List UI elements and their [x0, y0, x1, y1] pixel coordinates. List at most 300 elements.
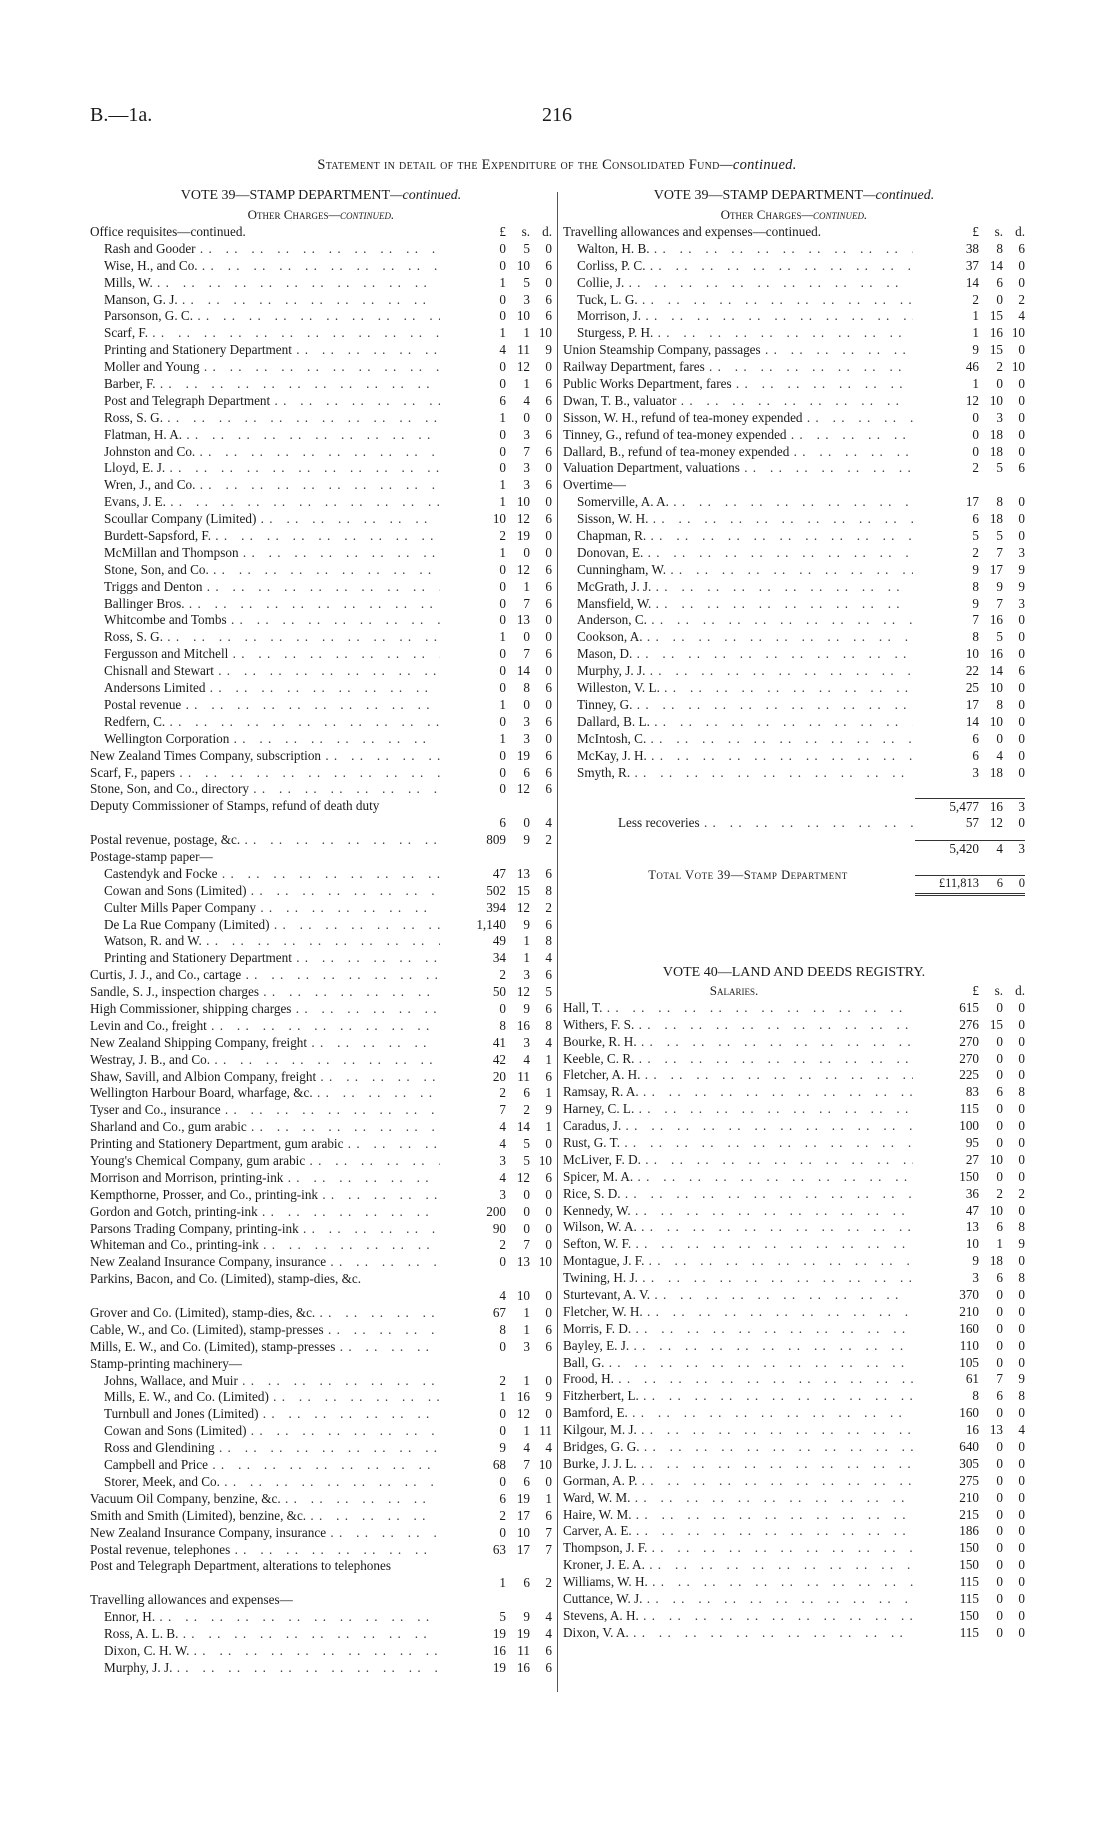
- row-label: McKay, J. H. . .: [577, 748, 913, 765]
- row-label: Cunningham, W. . .: [577, 562, 913, 579]
- row-label: Johnston and Co. . .: [104, 444, 440, 461]
- row-amount: [915, 1287, 1025, 1304]
- table-row: [90, 866, 552, 883]
- row-amount: [442, 697, 552, 714]
- row-label: Twining, H. J. . .: [563, 1270, 913, 1287]
- pence: 6: [545, 713, 552, 729]
- pence: 8: [1018, 1388, 1025, 1404]
- table-row: [563, 1540, 1025, 1557]
- pounds: 68: [492, 1457, 506, 1473]
- pence: 0: [1018, 1624, 1025, 1640]
- shillings: 0: [996, 1405, 1003, 1421]
- row-label: Fletcher, A. H. . .: [563, 1067, 913, 1084]
- row-label: Chisnall and Stewart . .: [104, 663, 440, 680]
- table-row: [563, 342, 1025, 359]
- pence: 8: [1018, 1270, 1025, 1286]
- table-row: [563, 444, 1025, 461]
- pounds: 4: [499, 342, 506, 358]
- table-row: [563, 1236, 1025, 1253]
- pounds: 160: [959, 1320, 979, 1336]
- shillings: 0: [996, 1320, 1003, 1336]
- pence: 6: [545, 680, 552, 696]
- shillings: 0: [996, 1050, 1003, 1066]
- table-row: [90, 1508, 552, 1525]
- pence: 0: [1018, 1354, 1025, 1370]
- row-label: Westray, J. B., and Co. . .: [90, 1052, 440, 1069]
- pence: 10: [538, 325, 552, 341]
- row-amount: [915, 663, 1025, 680]
- table-row: [563, 748, 1025, 765]
- shillings: 0: [523, 409, 530, 425]
- vote-title-text: VOTE 39—STAMP DEPARTMENT: [180, 188, 391, 203]
- row-label: Bamford, E. . .: [563, 1405, 913, 1422]
- pence: 9: [1018, 1236, 1025, 1252]
- row-label: Bourke, R. H. . .: [563, 1034, 913, 1051]
- row-label: Andersons Limited . .: [104, 680, 440, 697]
- row-label: Fletcher, W. H. . .: [563, 1304, 913, 1321]
- row-label: Barber, F. . .: [104, 376, 440, 393]
- row-label: Wise, H., and Co. . .: [104, 258, 440, 275]
- pence: 1: [545, 1051, 552, 1067]
- row-amount: [442, 376, 552, 393]
- row-amount: [442, 781, 552, 798]
- table-row: [563, 1625, 1025, 1642]
- table-row: [563, 697, 1025, 714]
- row-amount: [915, 1321, 1025, 1338]
- pence: 0: [1018, 1134, 1025, 1150]
- row-label: Travelling allowances and expenses—: [90, 1592, 293, 1608]
- row-amount: [442, 1018, 552, 1035]
- pounds: 6: [499, 1490, 506, 1506]
- shillings: 10: [989, 1151, 1003, 1167]
- pence: 0: [545, 494, 552, 510]
- pounds: 0: [499, 376, 506, 392]
- shillings: 16: [516, 1659, 530, 1675]
- table-row: [90, 1474, 552, 1491]
- table-row: [90, 1085, 552, 1102]
- pounds: 0: [972, 426, 979, 442]
- pounds: 270: [959, 1050, 979, 1066]
- row-amount: [442, 646, 552, 663]
- row-label: Union Steamship Company, passages . .: [563, 342, 913, 359]
- row-amount: [915, 410, 1025, 427]
- shillings: 1: [523, 1372, 530, 1388]
- pounds: 8: [972, 578, 979, 594]
- pounds: 4: [499, 1169, 506, 1185]
- pence-head: d.: [1015, 982, 1025, 998]
- pounds: 47: [492, 865, 506, 881]
- row-amount: [915, 697, 1025, 714]
- row-amount: [915, 1186, 1025, 1203]
- row-label: Smith and Smith (Limited), benzine, &c. . .: [90, 1508, 440, 1525]
- table-row: [563, 258, 1025, 275]
- pence: 0: [545, 240, 552, 256]
- row-amount: [442, 460, 552, 477]
- table-row: [90, 1102, 552, 1119]
- pounds: 9: [972, 561, 979, 577]
- table-row: [563, 1084, 1025, 1101]
- table-row: [90, 798, 552, 832]
- pounds: 1: [499, 544, 506, 560]
- shillings: 12: [516, 359, 530, 375]
- row-amount: [442, 562, 552, 579]
- row-label: Printing and Stationery Department . .: [104, 342, 440, 359]
- pounds: 9: [972, 342, 979, 358]
- row-label: New Zealand Insurance Company, insurance . .: [90, 1525, 440, 1542]
- row-label: McLiver, F. D. . .: [563, 1152, 913, 1169]
- pence: 0: [1018, 1405, 1025, 1421]
- table-row: [563, 731, 1025, 748]
- shillings: 18: [989, 511, 1003, 527]
- row-amount: [915, 579, 1025, 596]
- pounds-head: £: [972, 224, 979, 239]
- row-label: New Zealand Shipping Company, freight . .: [90, 1035, 440, 1052]
- pounds: 0: [499, 1338, 506, 1354]
- pence: 0: [1018, 713, 1025, 729]
- row-amount: [915, 612, 1025, 629]
- row-label: Williams, W. H. . .: [563, 1574, 913, 1591]
- pounds: 1: [499, 325, 506, 341]
- row-amount: [442, 1204, 552, 1221]
- shillings: 13: [989, 1422, 1003, 1438]
- pence: 0: [1018, 528, 1025, 544]
- shillings: 16: [989, 646, 1003, 662]
- table-row: [90, 511, 552, 528]
- row-amount: [442, 1660, 552, 1677]
- row-label: De La Rue Company (Limited) . .: [104, 917, 440, 934]
- row-label: Manson, G. J. . .: [104, 292, 440, 309]
- pounds: 14: [965, 713, 979, 729]
- row-amount: [442, 917, 552, 934]
- table-row: [90, 308, 552, 325]
- row-amount: [442, 612, 552, 629]
- pence: 0: [545, 1473, 552, 1489]
- row-amount: [442, 967, 552, 984]
- right-rows: [563, 224, 1025, 781]
- pounds: 210: [959, 1303, 979, 1319]
- shillings: 15: [989, 342, 1003, 358]
- shillings: 3: [523, 967, 530, 983]
- row-amount: [915, 1490, 1025, 1507]
- shillings: 19: [516, 747, 530, 763]
- shillings: 11: [517, 1068, 530, 1084]
- shillings: 1: [523, 933, 530, 949]
- shillings: 1: [523, 1321, 530, 1337]
- table-row: [563, 1304, 1025, 1321]
- row-amount: [442, 1153, 552, 1170]
- pounds: 105: [959, 1354, 979, 1370]
- shillings: 0: [523, 544, 530, 560]
- table-row: [563, 292, 1025, 309]
- table-row: [90, 883, 552, 900]
- table-row: [90, 241, 552, 258]
- row-amount: [442, 1491, 552, 1508]
- pounds: 25: [965, 680, 979, 696]
- table-row: [90, 781, 552, 798]
- salaries-header-row: [563, 983, 1025, 1000]
- row-amount: [442, 748, 552, 765]
- row-label: Ward, W. M. . .: [563, 1490, 913, 1507]
- row-label: Fergusson and Mitchell . .: [104, 646, 440, 663]
- pounds: 10: [965, 1236, 979, 1252]
- pence: 1: [545, 1119, 552, 1135]
- table-row: [563, 494, 1025, 511]
- row-amount: [442, 1085, 552, 1102]
- table-row: [90, 562, 552, 579]
- pounds: 110: [959, 1337, 979, 1353]
- shillings: 0: [996, 1067, 1003, 1083]
- pence: 0: [1018, 1523, 1025, 1539]
- pounds-head: £: [499, 224, 506, 239]
- table-row: [90, 950, 552, 967]
- row-label: Travelling allowances and expenses—continued.: [563, 224, 822, 239]
- shillings: 12: [516, 511, 530, 527]
- shillings: 0: [996, 730, 1003, 746]
- table-row: [90, 1153, 552, 1170]
- row-amount: [915, 494, 1025, 511]
- shillings: 3: [523, 1338, 530, 1354]
- row-amount: [915, 1405, 1025, 1422]
- table-row: [563, 1507, 1025, 1524]
- less-recoveries-amount: [915, 815, 1025, 832]
- row-label: Office requisites—continued.: [90, 224, 246, 239]
- row-label: Turnbull and Jones (Limited) . .: [104, 1406, 440, 1423]
- shillings: 17: [516, 1541, 530, 1557]
- pounds: 1: [972, 325, 979, 341]
- pounds: 150: [959, 1540, 979, 1556]
- pence: 6: [545, 865, 552, 881]
- row-label: Cowan and Sons (Limited) . .: [104, 883, 440, 900]
- shillings: 4: [523, 1440, 530, 1456]
- pence: 0: [545, 1372, 552, 1388]
- pounds: 16: [965, 1422, 979, 1438]
- table-row: [90, 342, 552, 359]
- pounds: 49: [492, 933, 506, 949]
- row-amount: [915, 680, 1025, 697]
- row-label: Somerville, A. A. . .: [577, 494, 913, 511]
- shillings: 15: [516, 882, 530, 898]
- table-row: [563, 410, 1025, 427]
- table-row: [90, 1254, 552, 1271]
- row-label: Stamp-printing machinery—: [90, 1355, 242, 1371]
- pounds: 46: [965, 359, 979, 375]
- shillings: 14: [989, 663, 1003, 679]
- shillings-head: s.: [994, 982, 1003, 998]
- table-row: [90, 410, 552, 427]
- pence: 6: [545, 747, 552, 763]
- shillings: 10: [516, 257, 530, 273]
- row-label: Mason, D. . .: [577, 646, 913, 663]
- pounds: 100: [959, 1118, 979, 1134]
- shillings-head: s.: [994, 224, 1003, 239]
- row-amount: [442, 224, 552, 241]
- pence-head: d.: [542, 224, 552, 239]
- pence: 6: [545, 561, 552, 577]
- row-amount: [442, 410, 552, 427]
- shillings: 5: [523, 274, 530, 290]
- table-row: [563, 1405, 1025, 1422]
- shillings: 6: [523, 764, 530, 780]
- row-label: Valuation Department, valuations . .: [563, 460, 913, 477]
- table-row: [563, 1034, 1025, 1051]
- table-row: [90, 1339, 552, 1356]
- row-amount: [915, 528, 1025, 545]
- table-row: [563, 1017, 1025, 1034]
- row-label: Whitcombe and Tombs . .: [104, 612, 440, 629]
- row-label: Young's Chemical Company, gum arabic . .: [90, 1153, 440, 1170]
- row-amount: [915, 477, 1025, 494]
- row-amount: [442, 1237, 552, 1254]
- table-row: [90, 579, 552, 596]
- pence: 6: [545, 443, 552, 459]
- net-row: [563, 840, 1025, 857]
- row-amount: [442, 1525, 552, 1542]
- row-label: Railway Department, fares . .: [563, 359, 913, 376]
- pounds: 215: [959, 1506, 979, 1522]
- shillings: 10: [516, 308, 530, 324]
- row-amount: [442, 1288, 552, 1305]
- table-row: [90, 1373, 552, 1390]
- row-label: Ross, S. G. . .: [104, 629, 440, 646]
- row-label: Watson, R. and W. . .: [104, 933, 440, 950]
- pence: 0: [1018, 443, 1025, 459]
- pence: 6: [545, 646, 552, 662]
- row-label: Moller and Young . .: [104, 359, 440, 376]
- pounds: 0: [499, 257, 506, 273]
- row-label: Sturtevant, A. V. . .: [563, 1287, 913, 1304]
- row-label: Sisson, W. H. . .: [577, 511, 913, 528]
- row-label: Rust, G. T. . .: [563, 1135, 913, 1152]
- shillings: 16: [989, 325, 1003, 341]
- pounds: 2: [499, 1372, 506, 1388]
- pence: 3: [1018, 841, 1025, 857]
- table-row: [90, 1187, 552, 1204]
- row-label: Parsons Trading Company, printing-ink . .: [90, 1221, 440, 1238]
- pounds: 186: [959, 1523, 979, 1539]
- pence: 1: [545, 1490, 552, 1506]
- table-row: [90, 1660, 552, 1677]
- table-row: [563, 1152, 1025, 1169]
- row-amount: [915, 1422, 1025, 1439]
- row-amount: [915, 1253, 1025, 1270]
- row-amount: [442, 292, 552, 309]
- shillings: 14: [516, 663, 530, 679]
- shillings: 0: [996, 1557, 1003, 1573]
- shillings: 5: [996, 460, 1003, 476]
- table-row: [90, 1525, 552, 1542]
- row-amount: [915, 1270, 1025, 1287]
- row-amount: [915, 1000, 1025, 1017]
- pence: 0: [1018, 1574, 1025, 1590]
- row-label: Collie, J. . .: [577, 275, 913, 292]
- table-row: [90, 258, 552, 275]
- row-amount: [442, 680, 552, 697]
- row-amount: [442, 1457, 552, 1474]
- pence: 0: [1018, 1050, 1025, 1066]
- pounds: 95: [965, 1134, 979, 1150]
- table-row: [90, 1592, 552, 1609]
- pounds: 1: [499, 1575, 506, 1591]
- pounds: 2: [972, 544, 979, 560]
- row-label: Kroner, J. E. A. . .: [563, 1557, 913, 1574]
- pence: 6: [545, 1659, 552, 1675]
- table-row: [563, 275, 1025, 292]
- pounds: £11,813: [938, 875, 979, 890]
- row-amount: [915, 1388, 1025, 1405]
- table-row: [90, 1542, 552, 1559]
- row-amount: [915, 376, 1025, 393]
- pence: 10: [1011, 359, 1025, 375]
- row-amount: [915, 1456, 1025, 1473]
- row-amount: [442, 1119, 552, 1136]
- table-row: [90, 731, 552, 748]
- row-label: McMillan and Thompson . .: [104, 545, 440, 562]
- table-row: [90, 1558, 552, 1592]
- row-amount: [915, 308, 1025, 325]
- table-row: [90, 697, 552, 714]
- shillings: 3: [523, 713, 530, 729]
- shillings: 0: [996, 1337, 1003, 1353]
- shillings: 1: [523, 1423, 530, 1439]
- pence: 0: [1018, 1506, 1025, 1522]
- row-amount: [442, 1221, 552, 1238]
- pence: 8: [1018, 1219, 1025, 1235]
- pence: 0: [545, 1136, 552, 1152]
- pounds: 10: [492, 511, 506, 527]
- other-charges-title-left: [90, 206, 552, 224]
- row-label: Shaw, Savill, and Albion Company, freight . .: [90, 1069, 440, 1086]
- pence: 0: [1018, 1337, 1025, 1353]
- row-amount: [442, 1440, 552, 1457]
- pounds: 0: [972, 409, 979, 425]
- row-amount: [442, 477, 552, 494]
- row-label: Wellington Corporation . .: [104, 731, 440, 748]
- row-amount: [915, 1338, 1025, 1355]
- row-label: Wren, J., and Co. . .: [104, 477, 440, 494]
- shillings: 10: [989, 1202, 1003, 1218]
- pence: 0: [545, 359, 552, 375]
- pounds: 225: [959, 1067, 979, 1083]
- pence: 0: [545, 1220, 552, 1236]
- shillings: 18: [989, 764, 1003, 780]
- pence: 0: [1018, 1253, 1025, 1269]
- pence: 2: [545, 832, 552, 848]
- pounds: 0: [499, 1254, 506, 1270]
- table-row: [563, 241, 1025, 258]
- shillings: 10: [516, 1288, 530, 1304]
- pence: 1: [545, 1085, 552, 1101]
- pence: 0: [1018, 1540, 1025, 1556]
- table-row: [563, 1169, 1025, 1186]
- shillings: 16: [516, 1017, 530, 1033]
- statement-title-cont: —continued.: [719, 157, 797, 173]
- pounds: 14: [965, 274, 979, 290]
- table-row: [90, 1035, 552, 1052]
- total-vote-39-label: Total Vote 39—Stamp Department: [648, 867, 848, 882]
- pounds: 1: [499, 409, 506, 425]
- pounds: 0: [499, 595, 506, 611]
- table-row: [563, 359, 1025, 376]
- table-row: [90, 1136, 552, 1153]
- table-row: [563, 1473, 1025, 1490]
- pence: 4: [545, 1440, 552, 1456]
- row-label: Corliss, P. C. . .: [577, 258, 913, 275]
- pounds: 275: [959, 1472, 979, 1488]
- row-label: Castendyk and Focke . .: [104, 866, 440, 883]
- row-label: Ross and Glendining . .: [104, 1440, 440, 1457]
- pence: 0: [1018, 494, 1025, 510]
- table-row: [90, 1389, 552, 1406]
